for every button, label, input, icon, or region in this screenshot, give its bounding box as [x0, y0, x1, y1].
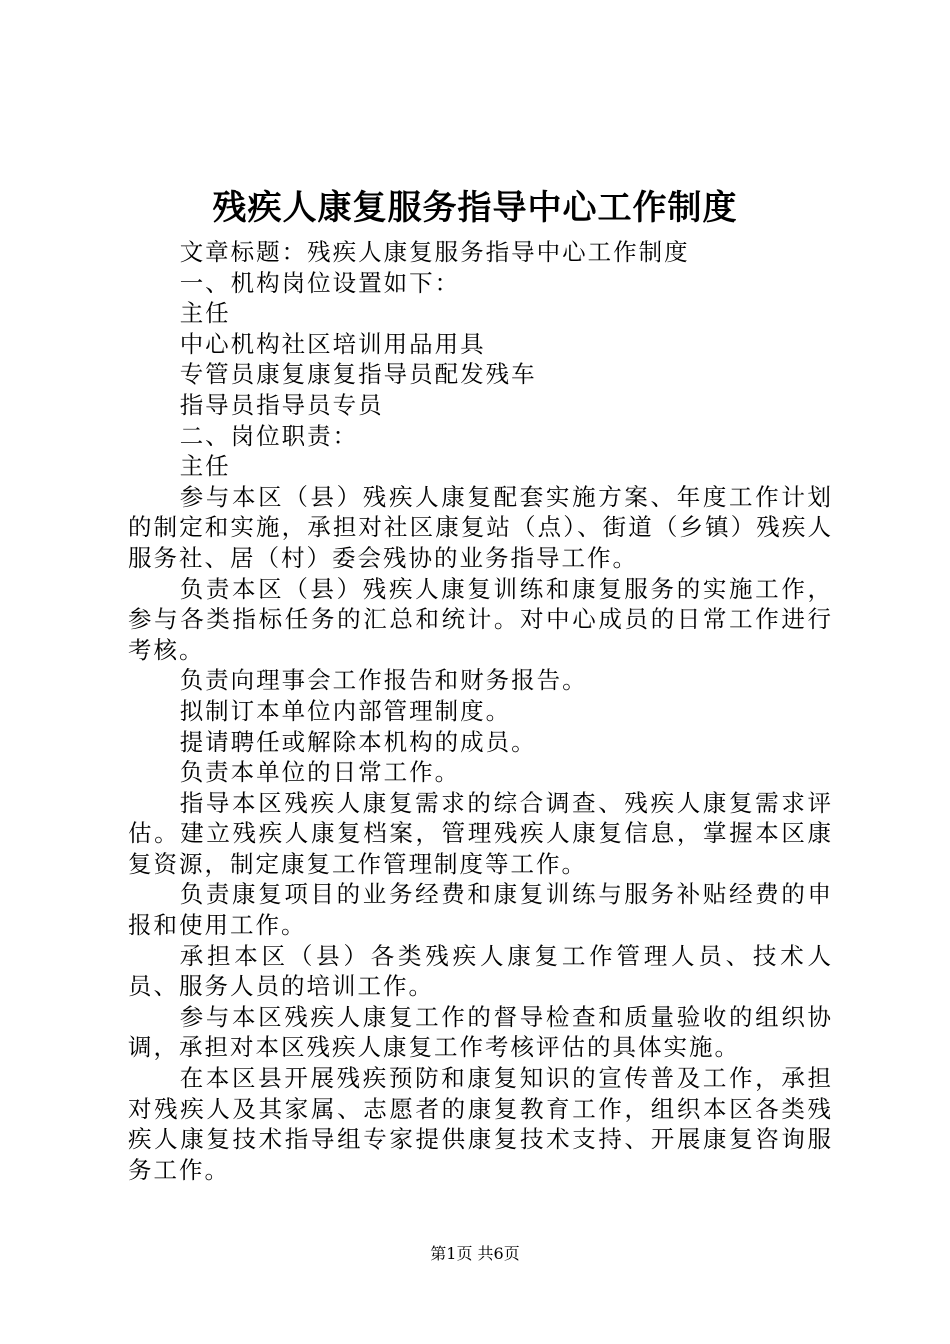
paragraph-section-one-heading: 一、机构岗位设置如下：	[179, 268, 461, 297]
document-body	[128, 237, 833, 1185]
paragraph: 在本区县开展残疾预防和康复知识的宣传普及工作，承担对残疾人及其家属、志愿者的康复教育工作，组织本区各类残疾人康复技术指导组专家提供康复技术支持、开展康复咨询服务工作。	[128, 1064, 833, 1184]
paragraph: 指导本区残疾人康复需求的综合调查、残疾人康复需求评估。建立残疾人康复档案，管理残疾人康复信息，掌握本区康复资源，制定康复工作管理制度等工作。	[128, 788, 833, 878]
paragraph: 参与本区残疾人康复工作的督导检查和质量验收的组织协调，承担对本区残疾人康复工作考核评估的具体实施。	[128, 1002, 833, 1062]
page-number-footer: 第1页 共6页	[430, 1244, 520, 1263]
paragraph: 负责本区（县）残疾人康复训练和康复服务的实施工作，参与各类指标任务的汇总和统计。对中心成员的日常工作进行考核。	[128, 574, 833, 664]
paragraph: 中心机构社区培训用品用具	[179, 329, 486, 358]
paragraph: 负责康复项目的业务经费和康复训练与服务补贴经费的申报和使用工作。	[128, 880, 833, 940]
paragraph: 提请聘任或解除本机构的成员。	[179, 727, 537, 756]
page-title: 残疾人康复服务指导中心工作制度	[212, 188, 738, 228]
paragraph: 负责向理事会工作报告和财务报告。	[179, 666, 588, 695]
paragraph-article-title: 文章标题：残疾人康复服务指导中心工作制度	[179, 238, 690, 266]
paragraph: 主任	[179, 452, 231, 481]
paragraph: 负责本单位的日常工作。	[179, 758, 461, 787]
paragraph: 专管员康复康复指导员配发残车	[179, 360, 537, 389]
paragraph: 指导员指导员专员	[179, 390, 384, 419]
paragraph: 主任	[179, 299, 231, 328]
paragraph: 拟制订本单位内部管理制度。	[179, 696, 512, 725]
paragraph: 承担本区（县）各类残疾人康复工作管理人员、技术人员、服务人员的培训工作。	[128, 941, 833, 1001]
paragraph: 参与本区（县）残疾人康复配套实施方案、年度工作计划的制定和实施，承担对社区康复站（点）、街道（乡镇）残疾人服务社、居（村）委会残协的业务指导工作。	[128, 482, 833, 572]
paragraph-section-two-heading: 二、岗位职责：	[179, 421, 359, 450]
